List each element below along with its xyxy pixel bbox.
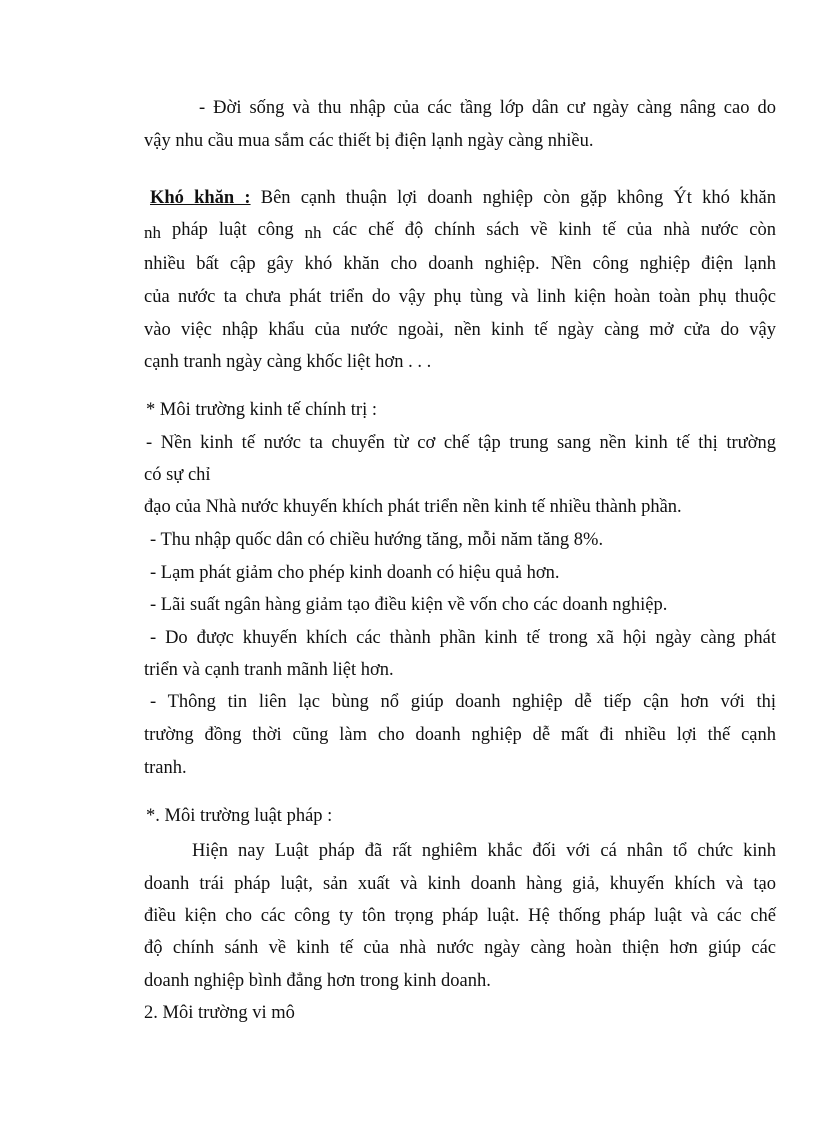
paragraph-line: vào việc nhập khẩu của nước ngoài, nền kinh tế ngày càng mở cửa do vậy — [144, 320, 776, 340]
paragraph-line: vậy nhu cầu mua sắm các thiết bị điện lạnh ngày càng nhiều. — [144, 131, 594, 151]
paragraph-line: cạnh tranh ngày càng khốc liệt hơn . . . — [144, 352, 432, 372]
paragraph-line: độ chính sánh về kinh tế của nhà nước ngày càng hoàn thiện hơn giúp các — [144, 938, 776, 958]
paragraph-line: triển và cạnh tranh mãnh liệt hơn. — [144, 660, 394, 680]
paragraph-line: đạo của Nhà nước khuyến khích phát triển nền kinh tế nhiều thành phần. — [144, 497, 682, 517]
paragraph-line: Hiện nay Luật pháp đã rất nghiêm khắc đối với cá nhân tổ chức kinh — [192, 841, 776, 861]
list-item: - Lãi suất ngân hàng giảm tạo điều kiện về vốn cho các doanh nghiệp. — [150, 595, 668, 615]
paragraph-line: doanh nghiệp bình đẳng hơn trong kinh doanh. — [144, 971, 491, 991]
list-item: - Do được khuyến khích các thành phần kinh tế trong xã hội ngày càng phát — [150, 628, 776, 648]
paragraph-line: nh pháp luật công nh các chế độ chính sách về kinh tế của nhà nước còn — [144, 220, 776, 242]
paragraph-line: doanh trái pháp luật, sản xuất và kinh doanh hàng giả, khuyến khích và tạo — [144, 874, 776, 894]
paragraph-line: có sự chỉ — [144, 465, 211, 485]
paragraph-line: điều kiện cho các công ty tôn trọng pháp luật. Hệ thống pháp luật và các chế — [144, 906, 776, 926]
paragraph-line: - Đời sống và thu nhập của các tầng lớp dân cư ngày càng nâng cao do — [199, 98, 776, 118]
paragraph-line: tranh. — [144, 758, 187, 778]
paragraph-line: của nước ta chưa phát triển do vậy phụ tùng và linh kiện hoàn toàn phụ thuộc — [144, 287, 776, 307]
paragraph-line: - Nền kinh tế nước ta chuyển từ cơ chế tập trung sang nền kinh tế thị trường — [146, 433, 776, 453]
section-heading: * Môi trường kinh tế chính trị : — [146, 400, 377, 420]
section-heading: 2. Môi trường vi mô — [144, 1003, 295, 1023]
difficulty-label: Khó khăn : — [150, 188, 251, 208]
list-item: - Thông tin liên lạc bùng nổ giúp doanh nghiệp dễ tiếp cận hơn với thị — [150, 692, 776, 712]
list-item: - Thu nhập quốc dân có chiều hướng tăng, mỗi năm tăng 8%. — [150, 530, 604, 550]
paragraph-line: Khó khăn : Bên cạnh thuận lợi doanh nghiệp còn gặp không Ýt khó khăn — [150, 188, 776, 208]
paragraph-line: nhiều bất cập gây khó khăn cho doanh nghiệp. Nền công nghiệp điện lạnh — [144, 254, 776, 274]
list-item: - Lạm phát giảm cho phép kinh doanh có hiệu quả hơn. — [150, 563, 560, 583]
paragraph-line: trường đồng thời cũng làm cho doanh nghiệp dễ mất đi nhiều lợi thế cạnh — [144, 725, 776, 745]
section-heading: *. Môi trường luật pháp : — [146, 806, 333, 826]
